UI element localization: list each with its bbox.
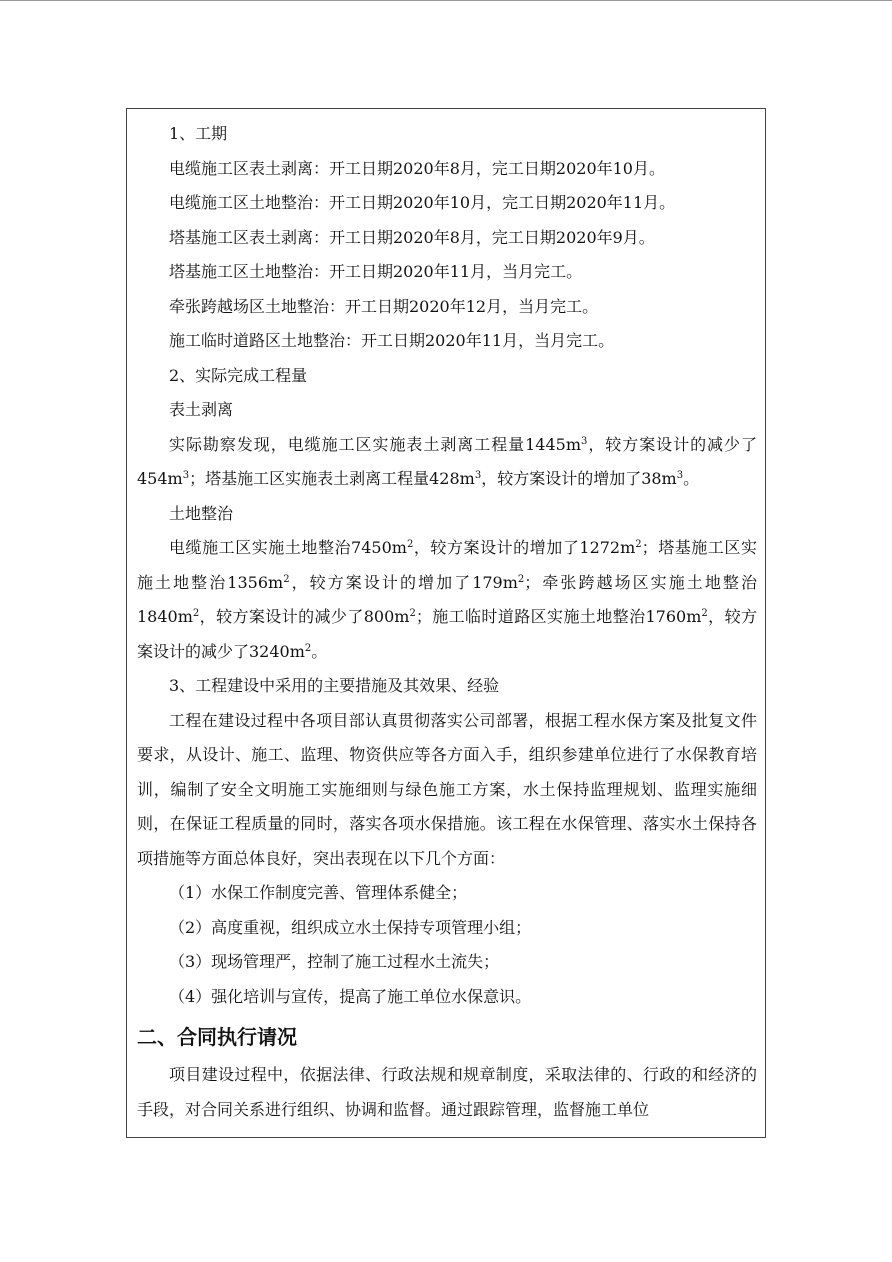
measures-item: （2）高度重视，组织成立水土保持专项管理小组； (169, 917, 532, 937)
section-two-heading: 二、合同执行请况 (137, 1025, 297, 1049)
document-table-cell (126, 108, 766, 1138)
document-body (137, 117, 757, 1127)
measures-item: （4）强化培训与宣传，提高了施工单位水保意识。 (169, 986, 532, 1006)
schedule-heading: 1、工期 (169, 124, 228, 143)
land-paragraph: 电缆施工区实施土地整治$7450m^2$，较方案设计的增加了$1272m^2$；塔基施工区实施土地整治$1356m^2$，较方案设计的增加了$179m^2$；牵张跨越场区实施土地整治$1840m^2$，较方案设计的减少了$800m^2$；施工临时道路区实施土地整治$1760m^2$，较方案设计的减少了$3240m^2$。 (137, 538, 757, 661)
schedule-line-tower-land: 塔基施工区土地整治：开工日期2020年11月，当月完工。 (169, 262, 583, 281)
quantities-heading: 2、实际完成工程量 (169, 365, 308, 385)
schedule-line-cable-stripping: 电缆施工区表土剥离：开工日期2020年8月，完工日期2020年10月。 (169, 158, 665, 178)
contract-paragraph: 项目建设过程中，依据法律、行政法规和规章制度，采取法律的、行政的和经济的手段，对合同关系进行组织、协调和监督。通过跟踪管理，监督施工单位 (137, 1065, 757, 1119)
stripping-paragraph: 实际勘察发现，电缆施工区实施表土剥离工程量$1445m^3$，较方案设计的减少了$454m^3$；塔基施工区实施表土剥离工程量$428m^3$，较方案设计的增加了$38m^3$。 (137, 434, 757, 488)
page-top-border (0, 0, 892, 1)
stripping-subheading: 表土剥离 (169, 400, 234, 419)
schedule-line-temp-road-land: 施工临时道路区土地整治：开工日期2020年11月，当月完工。 (169, 331, 615, 350)
schedule-line-cable-land: 电缆施工区土地整治：开工日期2020年10月，完工日期2020年11月。 (169, 193, 676, 212)
schedule-line-tower-stripping: 塔基施工区表土剥离：开工日期2020年8月，完工日期2020年9月。 (169, 227, 655, 247)
measures-item: （1）水保工作制度完善、管理体系健全； (169, 883, 468, 902)
measures-item: （3）现场管理严，控制了施工过程水土流失； (169, 952, 500, 971)
schedule-line-tensioning-land: 牵张跨越场区土地整治：开工日期2020年12月，当月完工。 (169, 296, 599, 316)
land-subheading: 土地整治 (169, 503, 234, 523)
measures-heading: 3、工程建设中采用的主要措施及其效果、经验 (169, 676, 500, 695)
measures-paragraph: 工程在建设过程中各项目部认真贯彻落实公司部署，根据工程水保方案及批复文件要求，从设计、施工、监理、物资供应等各方面入手，组织参建单位进行了水保教育培训，编制了安全文明施工实施细则与绿色施工方案，水土保持监理规划、监理实施细则，在保证工程质量的同时，落实各项水保措施。该工程在水保管理、落实水土保持各项措施等方面总体良好，突出表现在以下几个方面： (137, 710, 757, 868)
